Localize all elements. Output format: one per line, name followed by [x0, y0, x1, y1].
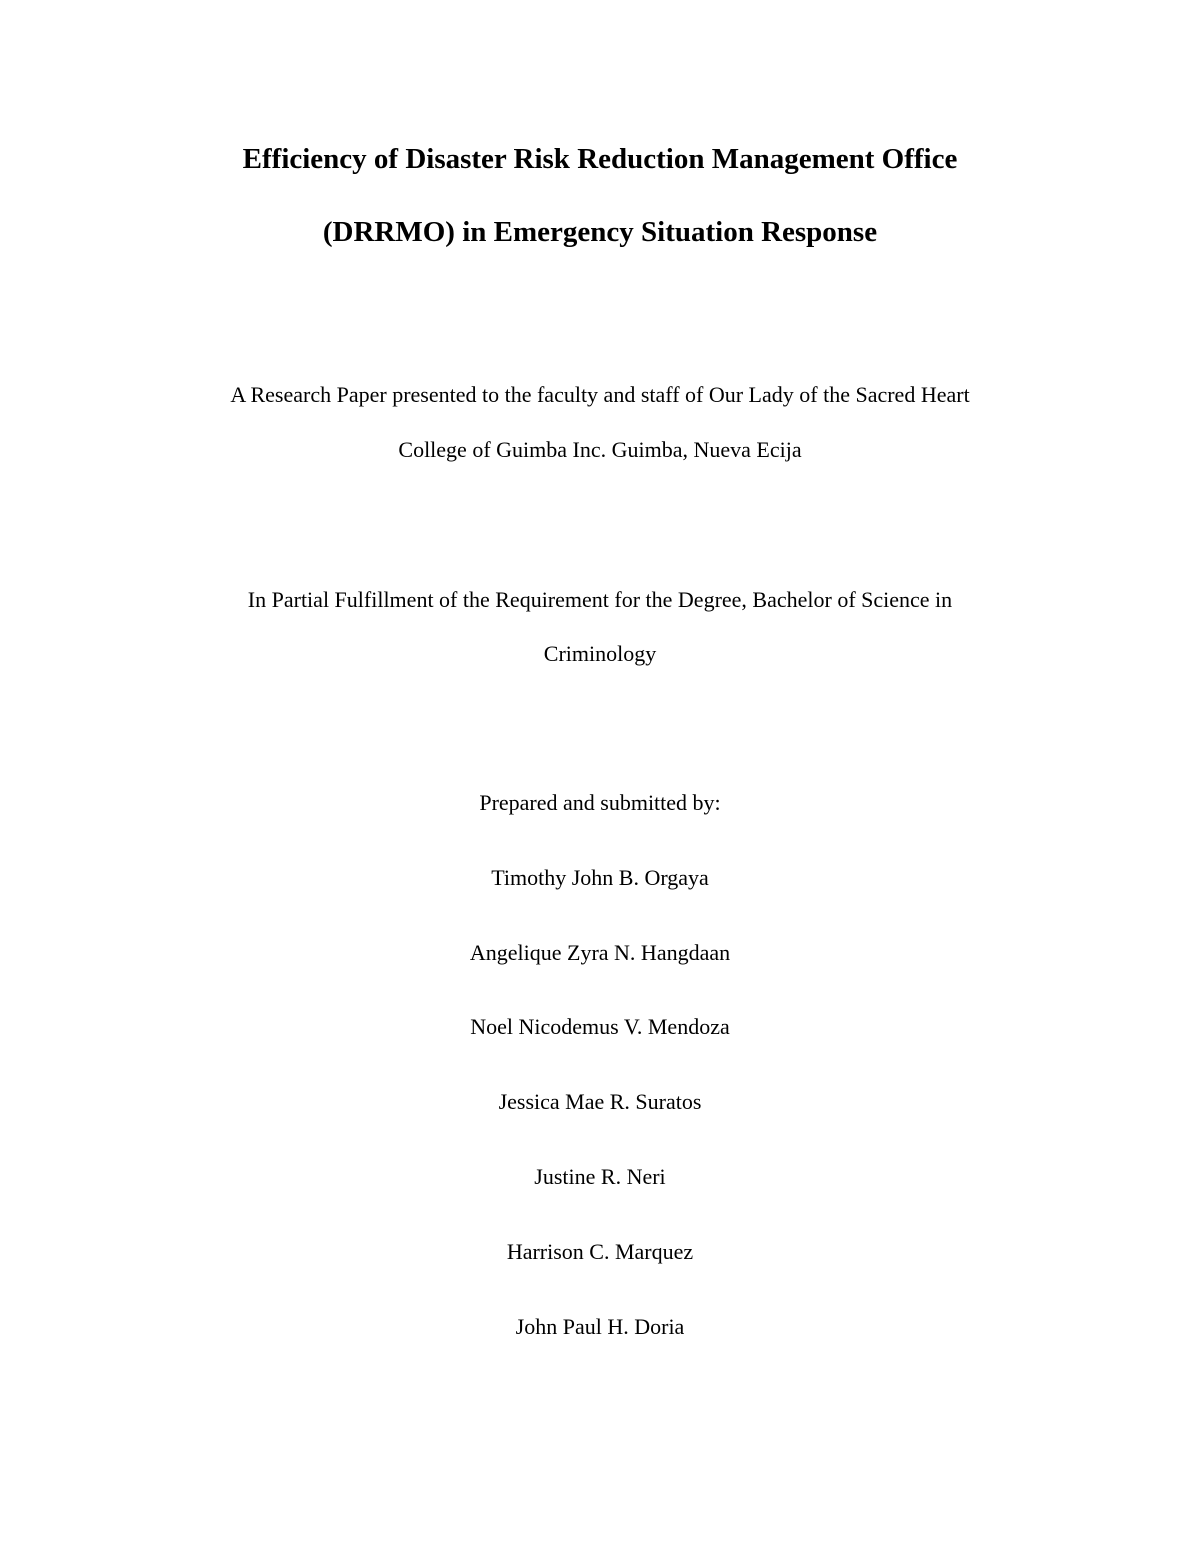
author-name: Justine R. Neri: [534, 1164, 666, 1189]
author-name: Timothy John B. Orgaya: [491, 865, 709, 890]
author-name: Jessica Mae R. Suratos: [498, 1089, 702, 1114]
fulfillment-line-1: In Partial Fulfillment of the Requirement for the Degree, Bachelor of Science in: [247, 587, 953, 612]
author-name: Harrison C. Marquez: [506, 1239, 694, 1264]
author-name: Angelique Zyra N. Hangdaan: [469, 940, 731, 965]
submitted-by-label: Prepared and submitted by:: [479, 790, 721, 815]
title-line-2: (DRRMO) in Emergency Situation Response: [322, 216, 878, 248]
presentation-line-1: A Research Paper presented to the faculty and staff of Our Lady of the Sacred Heart: [230, 382, 970, 407]
author-name: John Paul H. Doria: [515, 1314, 685, 1339]
presentation-line-2: College of Guimba Inc. Guimba, Nueva Ecija: [398, 437, 802, 462]
title-line-1: Efficiency of Disaster Risk Reduction Management Office: [242, 143, 958, 175]
author-name: Noel Nicodemus V. Mendoza: [470, 1014, 730, 1039]
fulfillment-line-2: Criminology: [543, 641, 657, 666]
